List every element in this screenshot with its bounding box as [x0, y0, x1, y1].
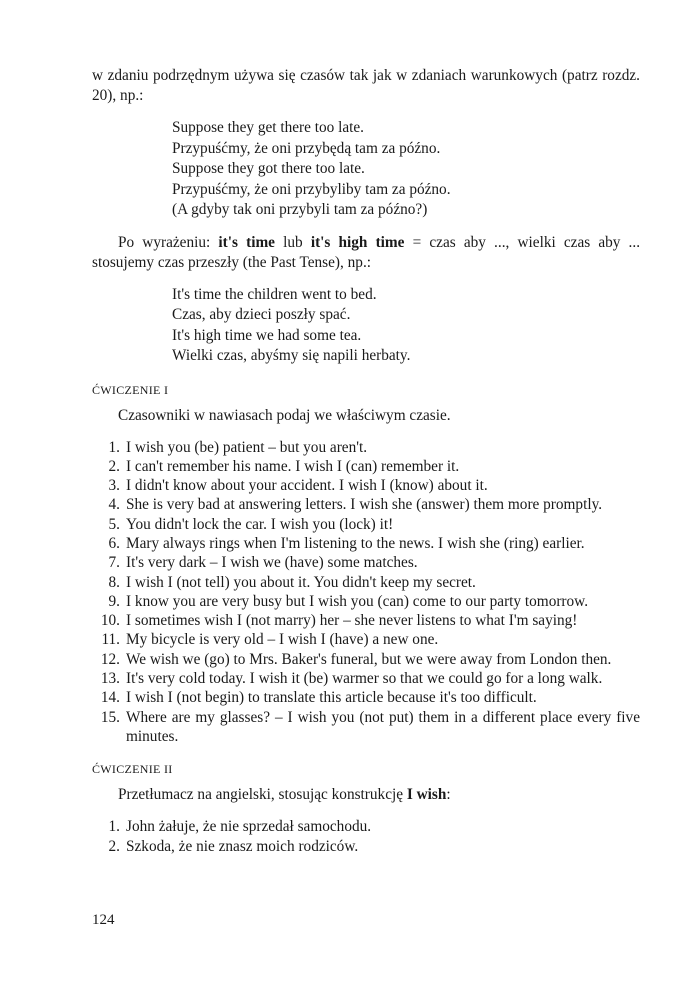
example-line: Suppose they got there too late.: [172, 160, 365, 177]
example-line: Czas, aby dzieci poszły spać.: [172, 306, 351, 323]
exercise-1-instruction: Czasowniki w nawiasach podaj we właściwym czasie.: [118, 406, 451, 424]
list-item: 1. John żałuje, że nie sprzedał samochodu.: [108, 818, 372, 836]
time-bold-1: it's time: [218, 233, 275, 251]
example-line: It's time the children went to bed.: [172, 285, 377, 303]
list-item: 2. I can't remember his name. I wish I (can) remember it.: [108, 457, 460, 475]
example-line: (A gdyby tak oni przybyli tam za późno?): [172, 201, 428, 218]
list-item: 11. My bicycle is very old – I wish I (have) a new one.: [101, 631, 439, 649]
list-item: 10. I sometimes wish I (not marry) her – she never listens to what I'm saying!: [100, 612, 578, 630]
time-rest: = czas aby ..., wielki czas aby ... stosujemy czas przeszły (the Past Tense), np.:: [92, 233, 641, 271]
time-mid: lub: [274, 233, 311, 251]
exercise-2-instruction: Przetłumacz na angielski, stosując konstrukcję I wish:: [118, 786, 451, 804]
page-number: 124: [92, 912, 115, 928]
list-item: 13. It's very cold today. I wish it (be) warmer so that we could go for a long walk.: [100, 670, 603, 688]
list-item: 8. I wish I (not tell) you about it. You didn't keep my secret.: [108, 573, 476, 591]
list-item: 3. I didn't know about your accident. I wish I (know) about it.: [108, 477, 488, 495]
list-item: 5. You didn't lock the car. I wish you (lock) it!: [108, 515, 394, 533]
time-bold-2: it's high time: [310, 233, 405, 251]
list-item: 14. I wish I (not begin) to translate this article because it's too difficult.: [100, 689, 537, 707]
list-item: 6. Mary always rings when I'm listening to the news. I wish she (ring) earlier.: [108, 534, 585, 552]
list-item: 12. We wish we (go) to Mrs. Baker's funeral, but we were away from London then.: [100, 650, 612, 668]
time-examples: [172, 285, 640, 367]
exercise-1-heading: ĆWICZENIE I: [92, 382, 169, 397]
list-item: 9. I know you are very busy but I wish you (can) come to our party tomorrow.: [108, 592, 589, 610]
example-line: Przypuśćmy, że oni przybyliby tam za późno.: [172, 180, 451, 198]
page-content: [92, 66, 640, 856]
list-item: 2. Szkoda, że nie znasz moich rodziców.: [108, 837, 359, 855]
example-line: Przypuśćmy, że oni przybędą tam za późno.: [172, 139, 441, 157]
example-line: Wielki czas, abyśmy się napili herbaty.: [172, 347, 411, 364]
list-item: 7. It's very dark – I wish we (have) some matches.: [108, 554, 418, 572]
exercise-2-heading: ĆWICZENIE II: [92, 762, 173, 777]
list-item: 1. I wish you (be) patient – but you aren't.: [108, 438, 368, 456]
example-line: Suppose they get there too late.: [172, 119, 365, 136]
list-item: 4. She is very bad at answering letters. I wish she (answer) them more promptly.: [108, 496, 603, 514]
intro-paragraph: w zdaniu podrzędnym używa się czasów tak jak w zdaniach warunkowych (patrz rozdz. 20), np.:: [92, 67, 640, 104]
example-line: It's high time we had some tea.: [172, 326, 362, 344]
exercise-2-list: [92, 817, 640, 856]
intro-examples: [172, 118, 640, 221]
exercise-1-list: [92, 438, 640, 747]
time-lead: Po wyrażeniu:: [118, 233, 219, 251]
time-paragraph: [92, 233, 640, 273]
list-item: 15. Where are my glasses? – I wish you (not put) them in a different place every five minutes.: [100, 708, 640, 745]
